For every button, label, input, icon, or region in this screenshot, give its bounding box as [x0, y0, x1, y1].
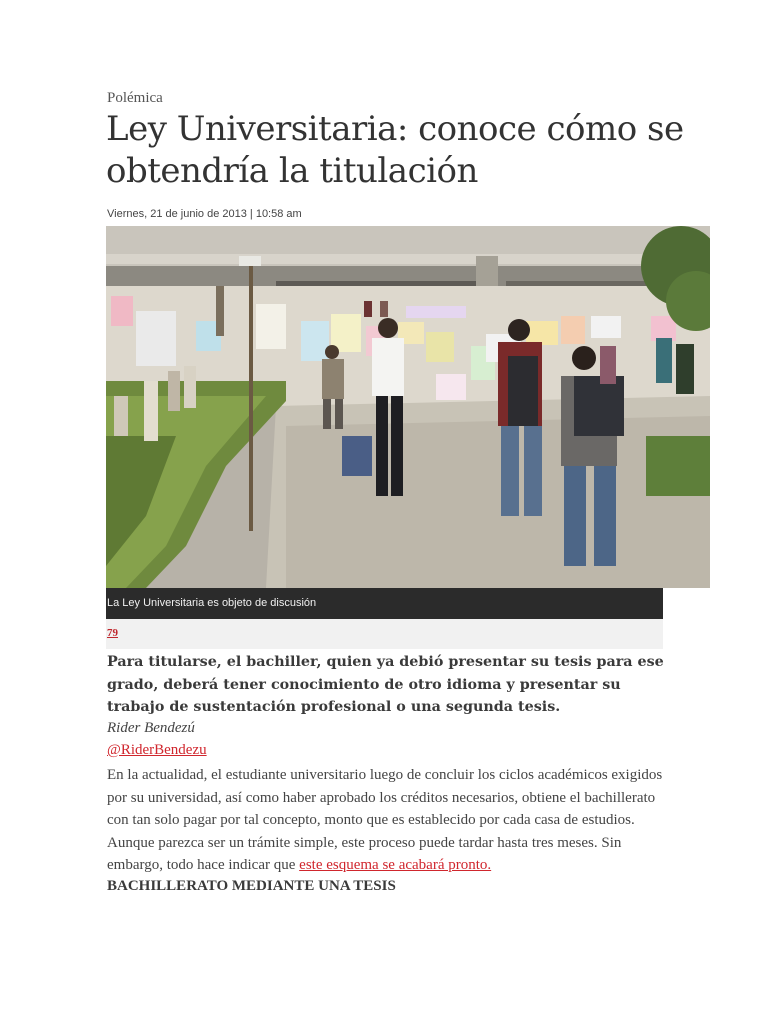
- author-name: Rider Bendezú: [107, 720, 195, 736]
- body-paragraph-text: En la actualidad, el estudiante universitario luego de concluir los ciclos académicos exigidos por su universidad, así como haber aprobado los créditos necesarios, obtiene el bachillerato con tan solo pagar por tal concepto, monto que es establecido por cada casa de estudios. Aunque parezca ser un trámite simple, este proceso puede tardar hasta tres meses. Sin embargo, todo hace indicar que: [107, 767, 663, 874]
- comments-count-link[interactable]: 79: [107, 627, 118, 639]
- article-body: [107, 764, 667, 877]
- article-dateline: Viernes, 21 de junio de 2013 | 10:58 am: [107, 208, 302, 220]
- photo-caption: La Ley Universitaria es objeto de discusión: [106, 588, 663, 619]
- article-photo: [106, 226, 710, 588]
- author-twitter-link[interactable]: @RiderBendezu: [107, 742, 207, 758]
- comments-bar: [106, 619, 663, 649]
- body-inline-link[interactable]: este esquema se acabará pronto.: [299, 857, 492, 874]
- article-title: Ley Universitaria: conoce cómo se obtendría la titulación: [106, 109, 684, 191]
- section-label: Polémica: [107, 90, 163, 106]
- article-lead: Para titularse, el bachiller, quien ya debió presentar su tesis para ese grado, deberá tener conocimiento de otro idioma y presentar su trabajo de sustentación profesional o una segunda tesis.: [107, 654, 664, 715]
- article-subheading: BACHILLERATO MEDIANTE UNA TESIS: [107, 878, 396, 894]
